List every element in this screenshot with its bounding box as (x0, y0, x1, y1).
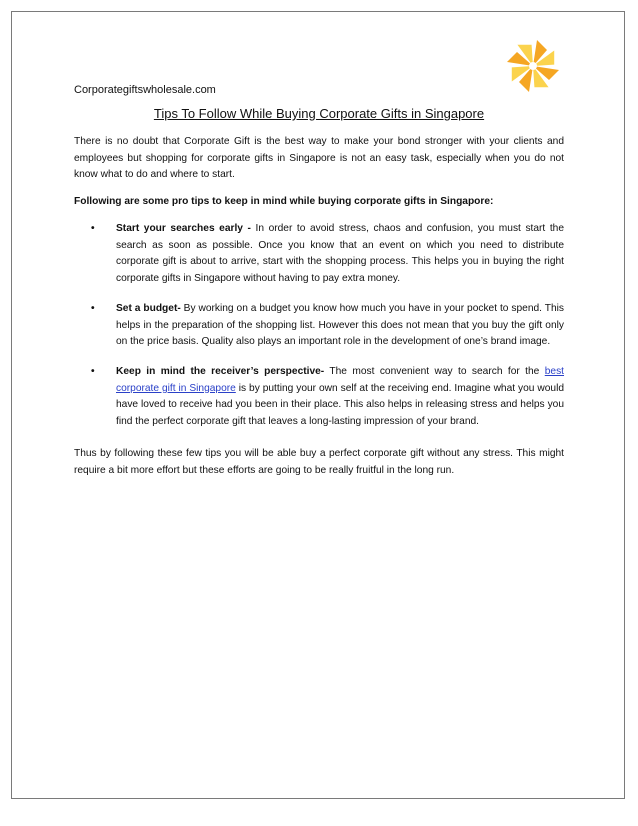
tip-item (74, 301, 564, 351)
site-name: Corporategiftswholesale.com (74, 84, 216, 96)
tips-list (74, 221, 564, 444)
tip-item (74, 364, 564, 431)
tips-lead: Following are some pro tips to keep in mind while buying corporate gifts in Singapore: (74, 196, 494, 207)
pinwheel-logo-icon (503, 36, 563, 96)
closing-paragraph: Thus by following these few tips you will be able buy a perfect corporate gift without any stress. This might require a bit more effort but these efforts are going to be really fruitful in the long run. (74, 448, 564, 476)
tip-item (74, 221, 564, 288)
best-corporate-gift-link[interactable]: best corporate gift in Singapore (116, 365, 565, 394)
tip-text: is by putting your own self at the receiving end. Imagine what you would have loved to receive had you been in their place. This also helps in releasing stress and helps you find the perfect corporate gift that leaves a long-lasting impression of your brand. (116, 382, 564, 428)
tip-heading: Start your searches early - (116, 223, 251, 234)
tip-text: The most convenient way to search for the (324, 365, 545, 377)
bullet: • (91, 223, 95, 234)
tip-heading: Keep in mind the receiver’s perspective- (116, 365, 325, 377)
tip-heading: Set a budget- (116, 302, 181, 314)
intro-paragraph: There is no doubt that Corporate Gift is the best way to make your bond stronger with your clients and employees but shopping for corporate gifts in Singapore is not an easy task, especially when you do not know what to do and where to start. (74, 136, 564, 181)
bullet: • (91, 365, 95, 377)
tip-text: By working on a budget you know how much you have in your pocket to spend. This helps in the preparation of the shopping list. However this does not mean that you buy the gift only on the price basis. Quality also plays an important role in the development of one’s brand image. (116, 302, 564, 348)
page-title: Tips To Follow While Buying Corporate Gifts in Singapore (153, 106, 485, 121)
bullet: • (91, 302, 95, 314)
tip-text: In order to avoid stress, chaos and confusion, you must start the search as soon as possible. Once you know that an event on which you need to distribute corporate gift is about to arrive, start with the shopping process. This helps you in buying the right corporate gifts in Singapore without having to pay extra money. (116, 223, 564, 285)
